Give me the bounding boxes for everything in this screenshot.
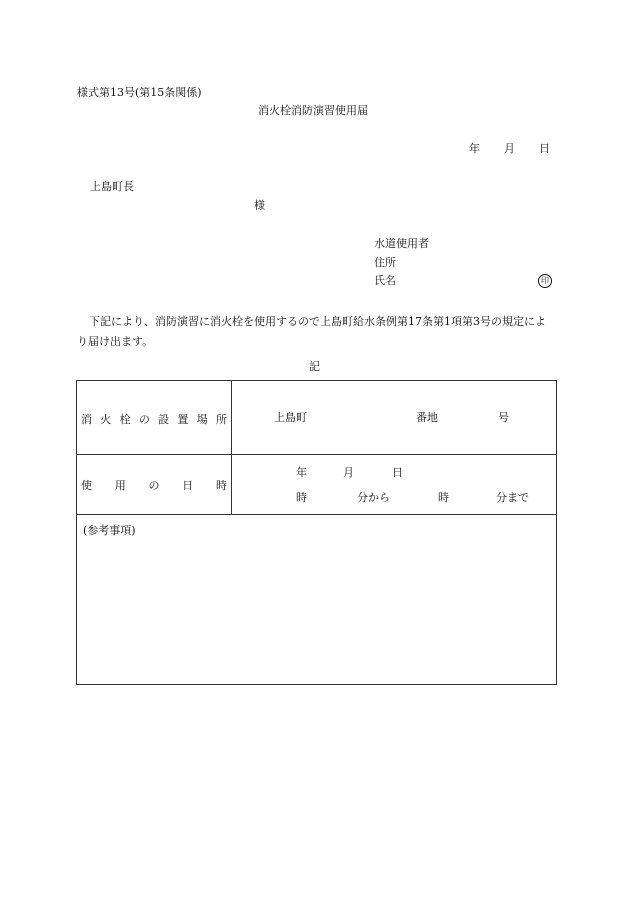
label-char: 置 — [177, 413, 189, 426]
time-to-hour: 時 — [438, 491, 449, 504]
row-divider — [77, 454, 556, 455]
location-label — [81, 411, 227, 427]
location-go: 号 — [498, 411, 509, 424]
honorific: 様 — [254, 199, 265, 212]
label-char: の — [138, 413, 150, 426]
label-char: 所 — [215, 413, 227, 426]
label-char: 使 — [81, 479, 92, 492]
label-char: 消 — [81, 413, 92, 426]
time-from-minute: 分から — [357, 491, 390, 504]
date-year-label: 年 — [469, 142, 480, 155]
time-from-hour: 時 — [296, 491, 307, 504]
label-char: 栓 — [119, 413, 131, 426]
datetime-label — [81, 477, 227, 493]
location-banchi: 番地 — [416, 411, 438, 424]
date-month-label: 月 — [504, 142, 515, 155]
notes-label: (参考事項) — [83, 524, 136, 537]
applicant-label: 水道使用者 — [374, 237, 429, 250]
label-char: の — [148, 479, 160, 492]
label-char: 日 — [182, 479, 194, 492]
time-to-minute: 分まで — [496, 491, 529, 504]
column-divider — [231, 381, 232, 514]
label-char: 用 — [114, 479, 126, 492]
location-town: 上島町 — [274, 411, 307, 424]
document-title: 消火栓消防演習使用届 — [258, 104, 368, 117]
address-label: 住所 — [374, 256, 396, 269]
label-char: 場 — [196, 413, 208, 426]
body-text: 下記により、消防演習に消火栓を使用するので上島町給水条例第17条第1項第3号の規定により届け出ます。 — [77, 315, 546, 348]
label-char: 設 — [158, 413, 170, 426]
form-number: 様式第13号(第15条関係) — [77, 86, 202, 99]
use-date-year: 年 — [296, 466, 307, 479]
form-table — [76, 380, 557, 685]
use-date-day: 日 — [392, 466, 403, 479]
row-divider — [77, 514, 556, 515]
label-char: 時 — [216, 479, 227, 492]
ki-heading: 記 — [309, 360, 320, 373]
use-date-month: 月 — [343, 466, 354, 479]
addressee: 上島町長 — [90, 180, 134, 193]
label-char: 火 — [100, 413, 112, 426]
seal-mark: 印 — [538, 274, 552, 288]
name-label: 氏名 — [374, 274, 396, 287]
date-day-label: 日 — [539, 142, 550, 155]
